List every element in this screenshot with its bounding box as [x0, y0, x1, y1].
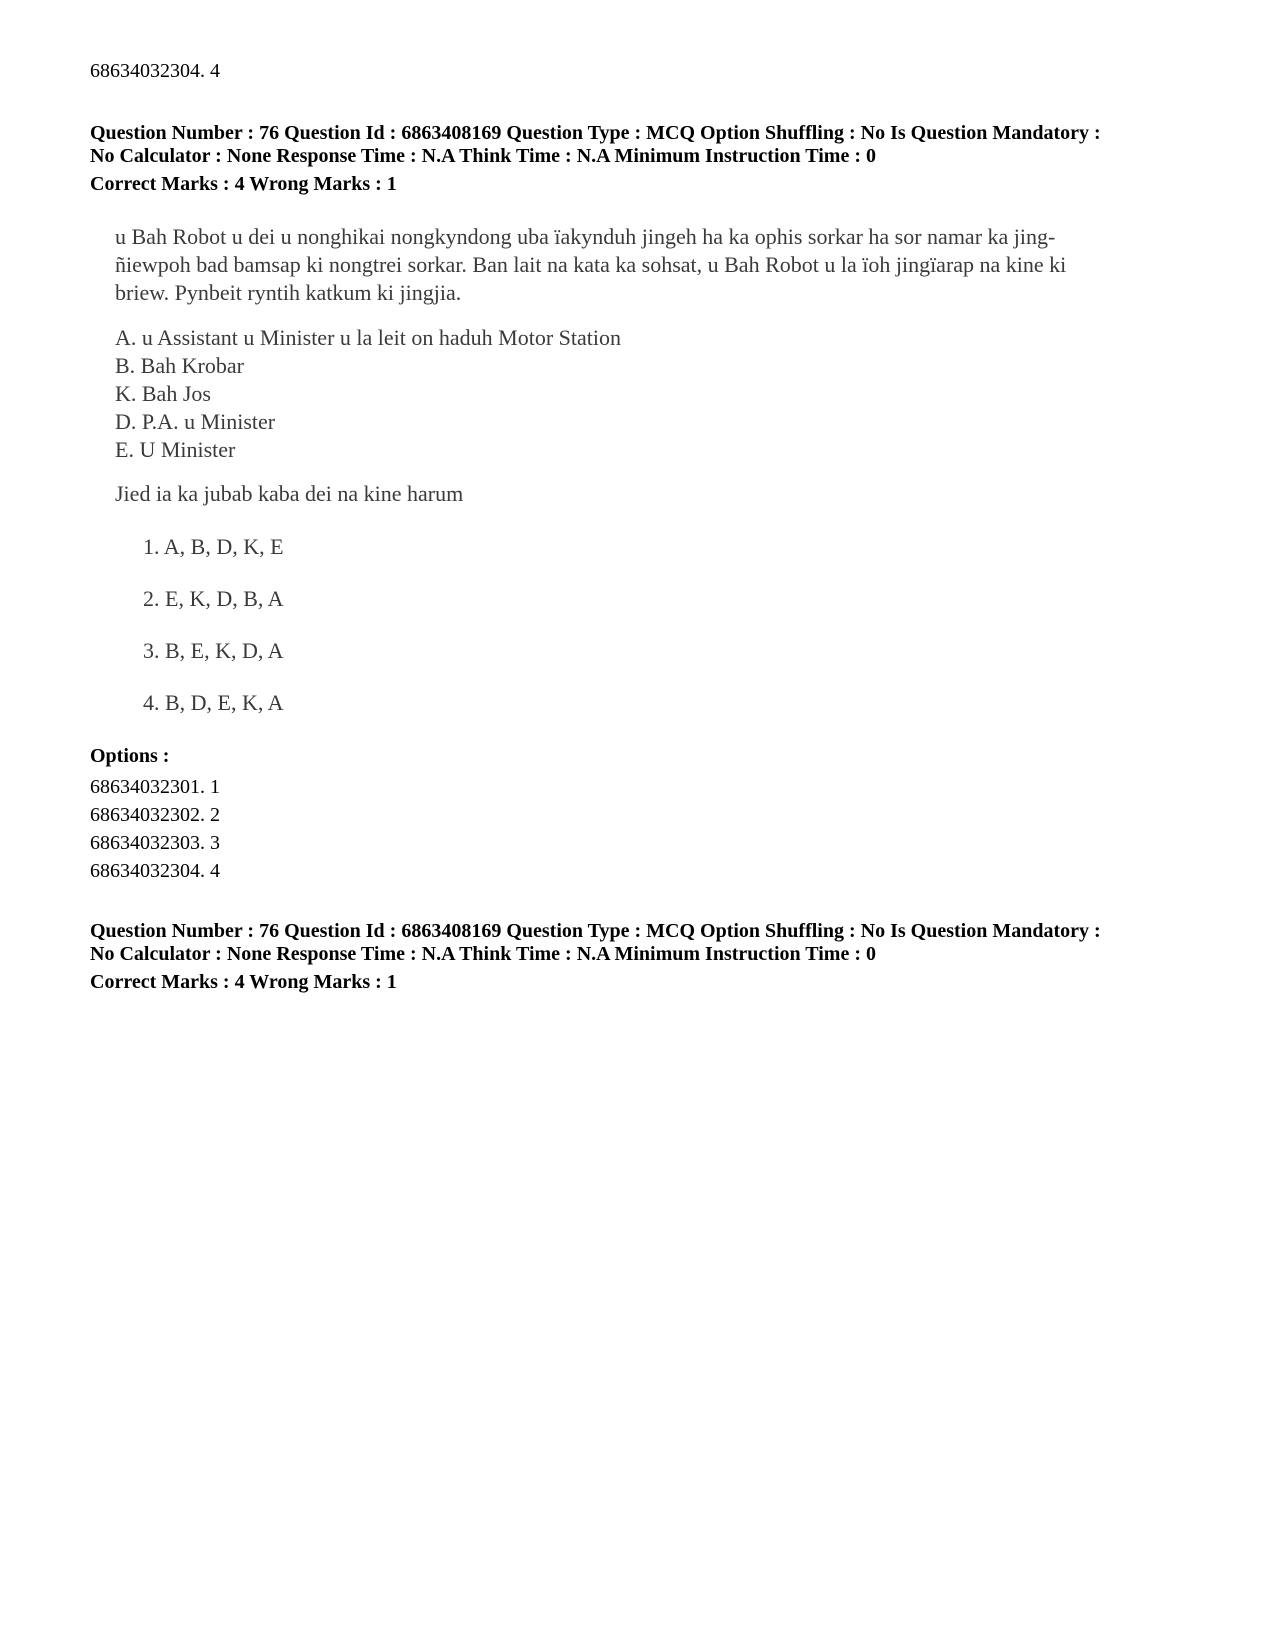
- question-item: E. U Minister: [115, 437, 236, 462]
- answer-choice-1: 1. A, B, D, K, E: [143, 534, 284, 559]
- paragraph-line: ñiewpoh bad bamsap ki nongtrei sorkar. Ban lait na kata ka sohsat, u Bah Robot u la ïoh jingïarap na kine ki: [115, 252, 1067, 277]
- paragraph-line: u Bah Robot u dei u nonghikai nongkyndong uba ïakynduh jingeh ha ka ophis sorkar ha sor namar ka jing-: [115, 224, 1056, 249]
- question-header-1: [90, 122, 1101, 168]
- paragraph-line: briew. Pynbeit ryntih katkum ki jingjia.: [115, 280, 462, 305]
- answer-choice-3: 3. B, E, K, D, A: [143, 638, 284, 663]
- options-heading: Options :: [90, 745, 170, 767]
- option-item: 68634032301. 1: [90, 776, 220, 798]
- option-item: 68634032302. 2: [90, 804, 220, 826]
- question-marks-line: Correct Marks : 4 Wrong Marks : 1: [90, 173, 397, 195]
- previous-option-line: 68634032304. 4: [90, 60, 220, 82]
- question-item: D. P.A. u Minister: [115, 409, 276, 434]
- options-list: [90, 773, 220, 885]
- question-meta-line-2: No Calculator : None Response Time : N.A Think Time : N.A Minimum Instruction Time : 0: [90, 145, 876, 167]
- option-item: 68634032304. 4: [90, 860, 220, 882]
- option-item: 68634032303. 3: [90, 832, 220, 854]
- question-meta-line-2: No Calculator : None Response Time : N.A Think Time : N.A Minimum Instruction Time : 0: [90, 943, 876, 965]
- question-marks-line: Correct Marks : 4 Wrong Marks : 1: [90, 971, 397, 993]
- question-meta-line-1: Question Number : 76 Question Id : 6863408169 Question Type : MCQ Option Shuffling : No Is Question Mandatory :: [90, 920, 1101, 942]
- question-instruction: Jied ia ka jubab kaba dei na kine harum: [115, 481, 464, 506]
- question-header-2: [90, 920, 1101, 966]
- question-item: K. Bah Jos: [115, 381, 211, 406]
- answer-choice-4: 4. B, D, E, K, A: [143, 690, 284, 715]
- question-paragraph: [115, 223, 1066, 307]
- question-meta-line-1: Question Number : 76 Question Id : 6863408169 Question Type : MCQ Option Shuffling : No Is Question Mandatory :: [90, 122, 1101, 144]
- question-image: [115, 223, 1066, 307]
- answer-choice-2: 2. E, K, D, B, A: [143, 586, 284, 611]
- question-item: A. u Assistant u Minister u la leit on haduh Motor Station: [115, 325, 621, 350]
- question-item: B. Bah Krobar: [115, 353, 244, 378]
- question-items-list: [115, 324, 621, 464]
